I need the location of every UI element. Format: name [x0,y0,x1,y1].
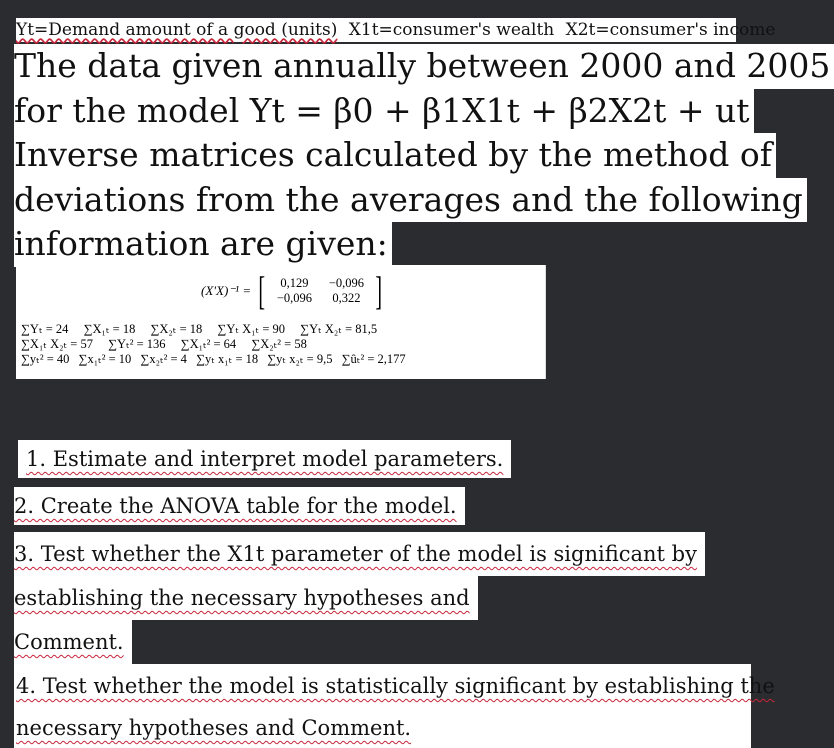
sum-value: ∑X₁ₜ² = 64 [180,337,237,351]
problem-intro [14,44,831,267]
sum-value: ∑X₂ₜ² = 58 [251,337,307,351]
right-bracket: ] [375,268,383,313]
sum-value: ∑X₂ₜ = 18 [150,322,203,336]
sum-value: ∑x₁ₜ² = 10 [78,352,132,366]
x1t-definition: X1t=consumer's wealth [348,20,555,40]
question-3-line-2: establishing the necessary hypotheses and [14,576,478,620]
matrix-cell: −0,096 [328,276,365,290]
question-3-line-3: Comment. [14,620,132,664]
sum-value: ∑x₂ₜ² = 4 [140,352,187,366]
sum-value: ∑Yₜ = 24 [21,322,69,336]
matrix-label: (X'X)⁻¹ = [201,283,252,298]
formula-image [16,265,546,379]
sum-value: ∑yₜ x₂ₜ = 9,5 [267,352,333,366]
intro-line-3: Inverse matrices calculated by the method of [14,133,776,178]
matrix-cell: 0,322 [332,291,361,305]
intro-line-4: deviations from the averages and the following [14,178,807,223]
sum-value: ∑yₜ² = 40 [21,352,70,366]
question-3-line-1: 3. Test whether the X1t parameter of the model is significant by [14,532,705,576]
sum-value: ∑Yₜ² = 136 [108,337,166,351]
matrix-cell: −0,096 [276,291,313,305]
sum-value: ∑X₁ₜ = 18 [83,322,136,336]
sum-statistics [21,322,418,367]
question-4-line-1: 4. Test whether the model is statistically significant by establishing the [14,664,751,708]
sum-value: ∑Yₜ X₁ₜ = 90 [217,322,286,336]
sum-value: ∑ûₜ² = 2,177 [341,352,406,366]
sum-value: ∑Yₜ X₂ₜ = 81,5 [300,322,378,336]
intro-line-5: information are given: [14,222,392,267]
yt-definition: Yt=Demand amount of a good (units) [16,20,338,40]
sum-row-2 [21,337,418,352]
intro-line-2: for the model Yt = β0 + β1X1t + β2X2t + ut [14,89,754,134]
inverse-matrix [201,268,386,313]
sum-value: ∑X₁ₜ X₂ₜ = 57 [21,337,93,351]
variable-definitions [16,18,776,42]
question-4-line-2: necessary hypotheses and Comment. [14,708,751,748]
matrix-cell: 0,129 [280,276,309,290]
question-2: 2. Create the ANOVA table for the model. [14,487,465,525]
left-bracket: [ [258,268,266,313]
sum-value: ∑yₜ x₁ₜ = 18 [196,352,259,366]
intro-line-1: The data given annually between 2000 and 2005 [14,44,834,89]
x2t-definition: X2t=consumer's income [565,20,776,40]
question-1: 1. Estimate and interpret model parameters. [18,440,511,478]
sum-row-3 [21,352,418,367]
matrix-cells [268,276,372,306]
sum-row-1 [21,322,418,337]
